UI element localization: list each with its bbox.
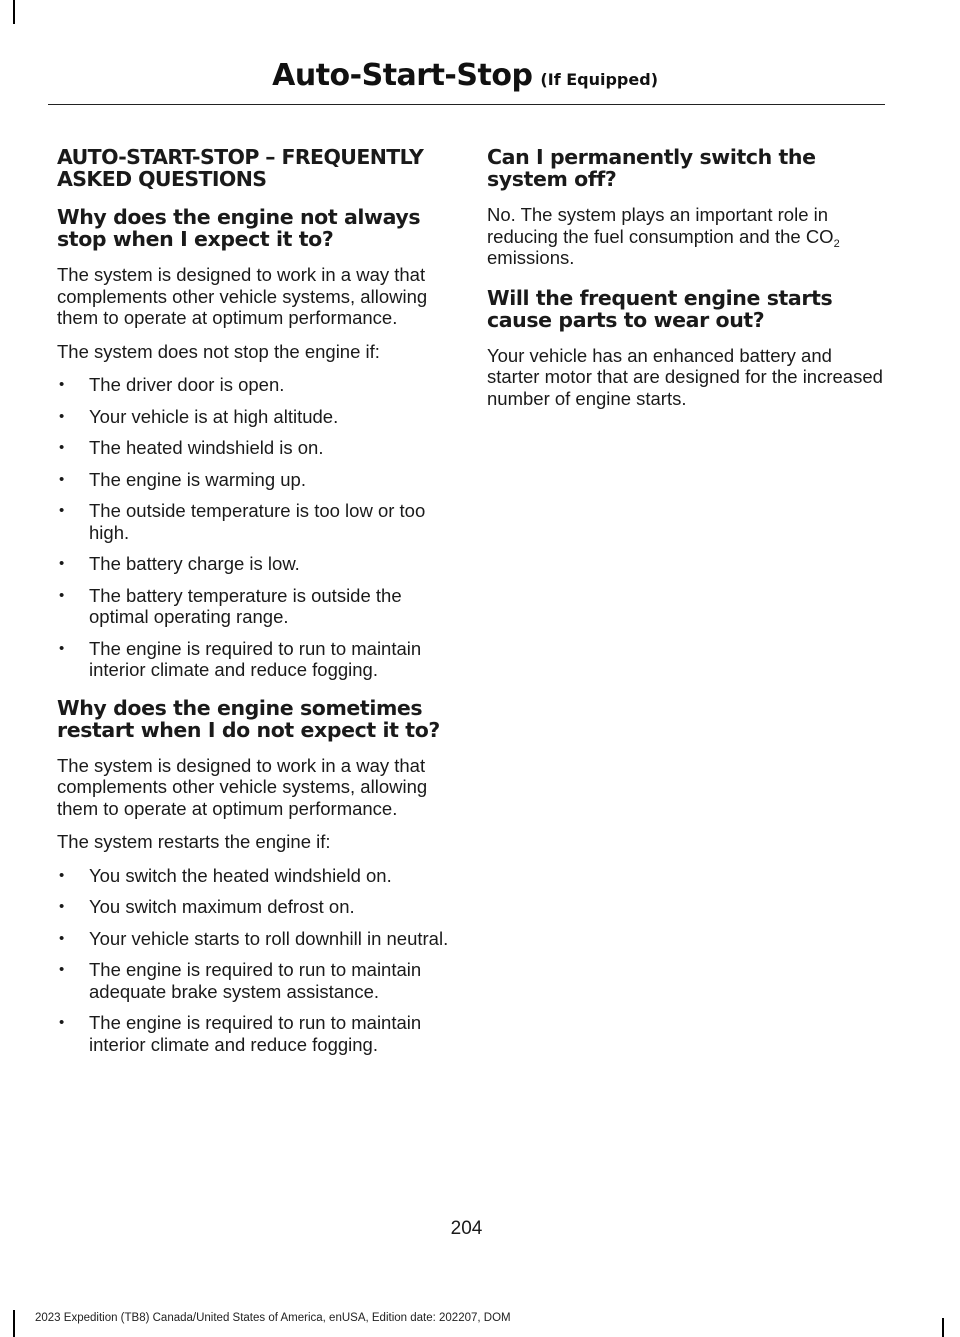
question-heading: Can I permanently switch the system off? — [487, 145, 816, 191]
subscript: 2 — [833, 237, 840, 250]
list-item: • The heated windshield is on. — [57, 437, 449, 459]
page-number: 204 — [450, 1218, 483, 1239]
page-header — [272, 58, 658, 93]
crop-mark-bottom-right — [942, 1318, 944, 1337]
list-item: • The engine is required to run to maintain interior climate and reduce fogging. — [57, 1012, 449, 1055]
bullet-list — [57, 374, 449, 681]
header-title: Auto-Start-Stop — [272, 58, 533, 93]
list-item: • You switch the heated windshield on. — [57, 865, 449, 887]
list-item: • The outside temperature is too low or too high. — [57, 500, 449, 543]
left-column — [57, 146, 449, 1071]
paragraph — [487, 204, 883, 269]
section-title: AUTO-START-STOP – FREQUENTLY ASKED QUESTIONS — [57, 145, 424, 191]
paragraph: The system restarts the engine if: — [57, 831, 331, 852]
crop-mark-bottom-left — [13, 1310, 15, 1337]
list-item: • Your vehicle starts to roll downhill in neutral. — [57, 928, 449, 950]
list-item: • The driver door is open. — [57, 374, 449, 396]
header-qualifier: (If Equipped) — [540, 70, 658, 89]
question-heading: Will the frequent engine starts cause parts to wear out? — [487, 285, 833, 332]
paragraph: The system is designed to work in a way that complements other vehicle systems, allowing them to operate at optimum performance. — [57, 754, 428, 819]
list-item: • The engine is warming up. — [57, 469, 449, 491]
list-item: • Your vehicle is at high altitude. — [57, 406, 449, 428]
list-item: • You switch maximum defrost on. — [57, 896, 449, 918]
question-heading: Why does the engine sometimes restart when I do not expect it to? — [57, 695, 440, 742]
header-rule — [48, 104, 885, 105]
bullet-list — [57, 865, 449, 1056]
paragraph: The system does not stop the engine if: — [57, 340, 380, 362]
answer-text-end: emissions. — [487, 247, 575, 268]
crop-mark-top-left — [13, 0, 15, 24]
list-item: • The engine is required to run to maintain adequate brake system assistance. — [57, 959, 449, 1002]
paragraph: The system is designed to work in a way that complements other vehicle systems, allowing them to operate at optimum performance. — [57, 264, 428, 328]
question-heading: Why does the engine not always stop when I expect it to? — [57, 205, 421, 251]
footer-text: 2023 Expedition (TB8) Canada/United States of America, enUSA, Edition date: 202207, DOM — [35, 1312, 511, 1324]
list-item: • The battery temperature is outside the optimal operating range. — [57, 585, 449, 628]
list-item: • The battery charge is low. — [57, 553, 449, 575]
list-item: • The engine is required to run to maintain interior climate and reduce fogging. — [57, 638, 449, 681]
answer-text: No. The system plays an important role in reducing the fuel consumption and the CO — [487, 204, 834, 247]
right-column — [487, 146, 883, 421]
paragraph: Your vehicle has an enhanced battery and starter motor that are designed for the increased number of engine starts. — [487, 344, 883, 409]
